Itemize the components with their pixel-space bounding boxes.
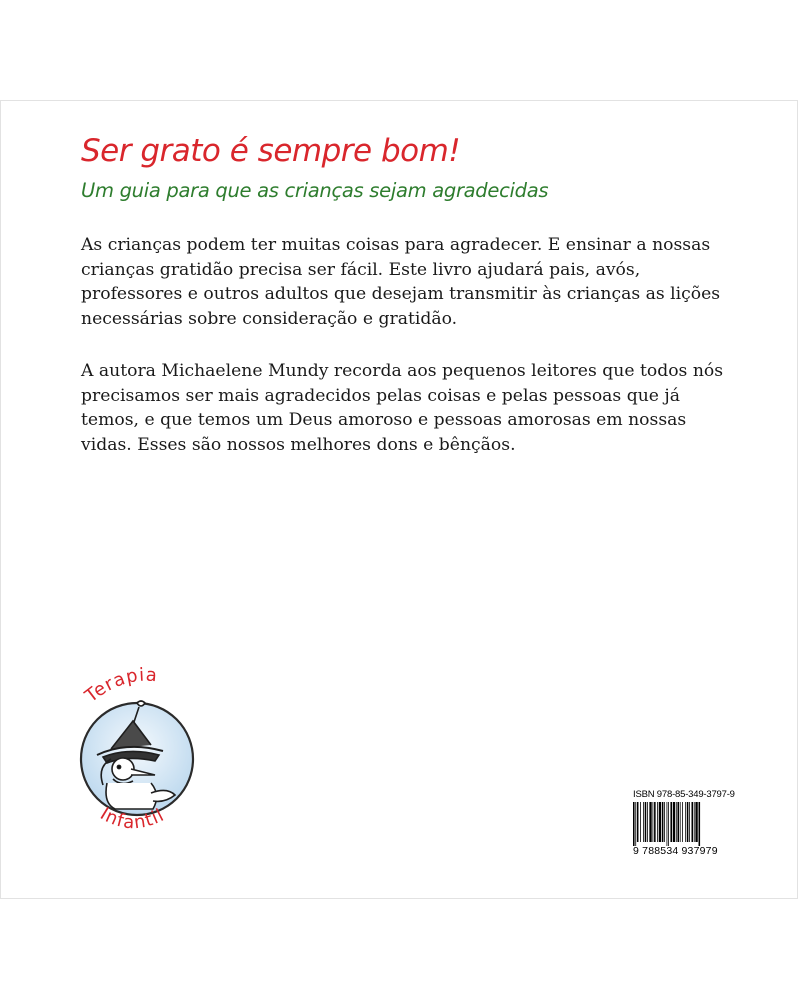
barcode-bar [670, 802, 672, 842]
barcode-bar [676, 802, 677, 842]
barcode-bar [647, 802, 648, 842]
barcode-bar [680, 802, 681, 842]
book-title: Ser grato é sempre bom! [81, 133, 461, 169]
blurb [81, 233, 731, 485]
barcode-bar [657, 802, 658, 842]
barcode-bar [654, 802, 656, 842]
logo-top-text: Terapia [81, 664, 159, 707]
barcode-bar [653, 802, 654, 842]
barcode-bar [637, 802, 639, 842]
logo-graphic [67, 663, 207, 843]
barcode-bar [692, 802, 694, 842]
barcode-bar [695, 802, 697, 842]
barcode-bar [635, 802, 636, 846]
barcode-bar [643, 802, 644, 842]
blurb-paragraph-1: As crianças podem ter muitas coisas para agradecer. E ensinar a nossas crianças gratidão precisa ser fácil. Este livro ajudará pais, avós, professores e outros adultos que desejam transmitir às crianças as lições necessárias sobre consideração e gratidão. [81, 235, 721, 329]
barcode-bar [694, 802, 695, 842]
back-cover [0, 100, 798, 899]
barcode-digits: 9 788534 937979 [633, 845, 718, 857]
barcode-bar [687, 802, 689, 842]
logo-bottom-text: Infantil [96, 803, 168, 834]
barcode-bar [667, 802, 668, 846]
barcode-bar [640, 802, 641, 842]
barcode-bar [689, 802, 690, 842]
barcode-bar [673, 802, 675, 842]
isbn-barcode [633, 789, 735, 857]
barcode-bars [633, 802, 727, 846]
barcode-bar [664, 802, 665, 842]
terapia-infantil-logo [67, 663, 207, 843]
barcode-bar [645, 802, 647, 842]
barcode-bar [677, 802, 679, 842]
barcode-bar [662, 802, 664, 842]
book-subtitle: Um guia para que as crianças sejam agradecidas [81, 179, 549, 202]
barcode-bar [649, 802, 651, 842]
barcode-bar [699, 802, 701, 846]
isbn-label: ISBN 978-85-349-3797-9 [633, 789, 735, 800]
barcode-bar [685, 802, 686, 842]
blurb-paragraph-2: A autora Michaelene Mundy recorda aos pequenos leitores que todos nós precisamos ser mais agradecidos pelas coisas e pelas pessoas que já temos, e que temos um Deus amoroso e pessoas amorosas em nossas vidas. Esses são nossos melhores dons e bênçãos. [81, 361, 724, 455]
svg-text:Terapia [81, 664, 159, 707]
barcode-bar [682, 802, 683, 842]
barcode-bar [633, 802, 635, 846]
barcode-bar [659, 802, 661, 842]
barcode-bar [668, 802, 669, 846]
